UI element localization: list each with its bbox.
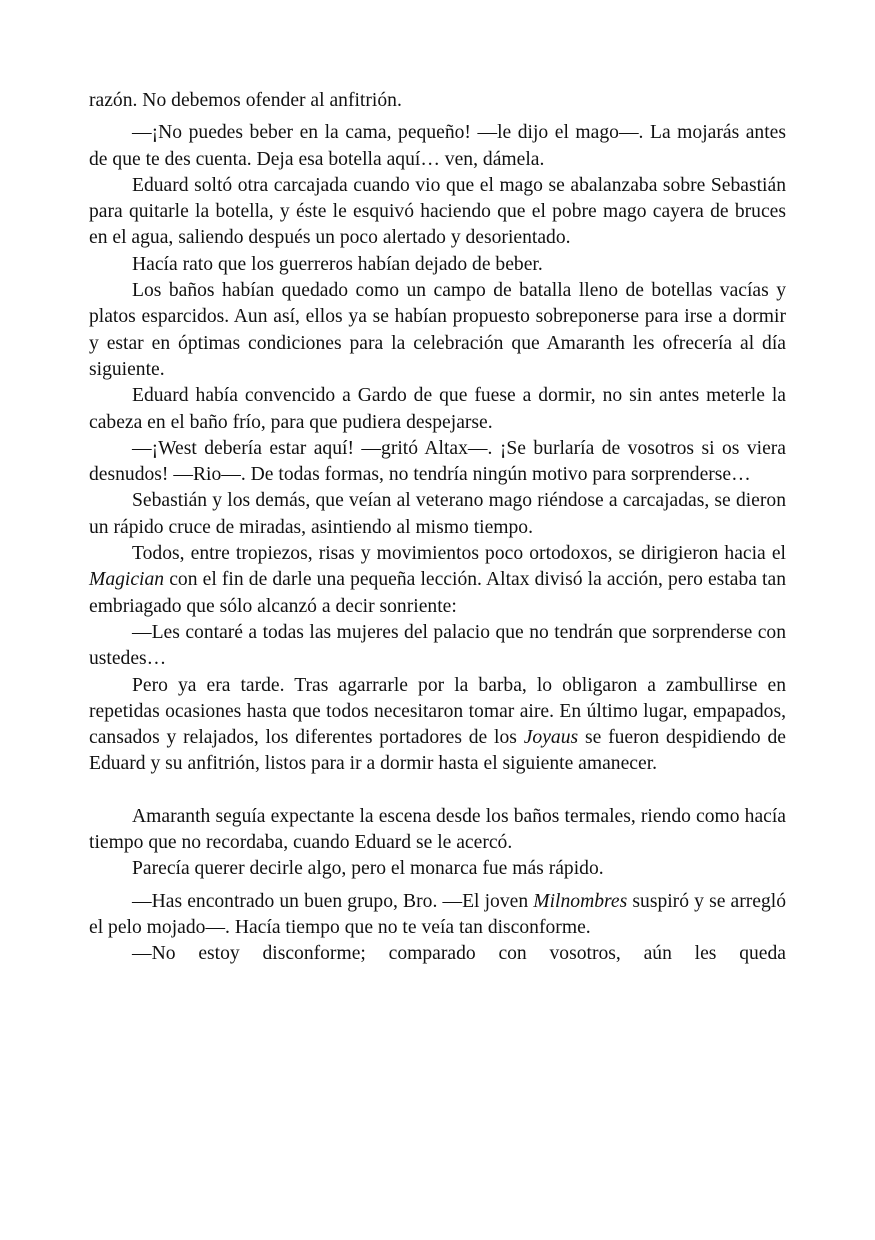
paragraph: [89, 173, 786, 252]
text-run: Todos, entre tropiezos, risas y movimientos poco ortodoxos, se dirigieron hacia el: [132, 543, 786, 565]
paragraph: [89, 804, 786, 857]
paragraph: [89, 120, 786, 173]
italic-term: Magician: [89, 569, 165, 591]
paragraph: [89, 88, 786, 114]
paragraph: [89, 541, 786, 620]
paragraph: [89, 941, 786, 967]
text-run: Parecía querer decirle algo, pero el monarca fue más rápido.: [132, 858, 604, 880]
italic-term: Milnombres: [533, 890, 628, 912]
text-run: —Has encontrado un buen grupo, Bro. —El joven: [132, 890, 534, 912]
paragraph: [89, 278, 786, 383]
book-page: [89, 88, 786, 968]
text-run: —¡West debería estar aquí! —gritó Altax—. ¡Se burlaría de vosotros si os viera desnudos! —Rio—. De todas formas, no tendría ningún motivo para sorprenderse…: [89, 437, 786, 486]
text-run: Hacía rato que los guerreros habían dejado de beber.: [132, 253, 543, 275]
text-run: Eduard había convencido a Gardo de que fuese a dormir, no sin antes meterle la cabeza en el baño frío, para que pudiera despejarse.: [89, 385, 786, 433]
paragraph: [89, 889, 786, 942]
text-run: —Les contaré a todas las mujeres del palacio que no tendrán que sorprenderse con ustedes…: [89, 621, 786, 670]
text-run: Sebastián y los demás, que veían al veterano mago riéndose a carcajadas, se dieron un rápido cruce de miradas, asintiendo al mismo tiempo.: [89, 490, 786, 538]
text-run: Amaranth seguía expectante la escena desde los baños termales, riendo como hacía tiempo que no recordaba, cuando Eduard se le acercó.: [89, 805, 786, 854]
paragraph: [89, 488, 786, 541]
text-run: —¡No puedes beber en la cama, pequeño! —le dijo el mago—. La mojarás antes de que te des cuenta. Deja esa botella aquí… ven, dámela.: [89, 122, 786, 170]
paragraph: [89, 383, 786, 436]
text-run: suspiró y se arregló el pelo mojado—. Hacía tiempo que no te veía tan disconforme.: [89, 890, 786, 938]
text-run: —No estoy disconforme; comparado con vosotros, aún les queda: [132, 943, 786, 965]
text-run: Eduard soltó otra carcajada cuando vio que el mago se abalanzaba sobre Sebastián para quitarle la botella, y éste le esquivó haciendo que el pobre mago cayera de bruces en el agua, saliendo después un poco alertado y desorientado.: [89, 174, 786, 249]
paragraph: [89, 673, 786, 778]
italic-term: Joyaus: [523, 727, 579, 749]
text-run: razón. No debemos ofender al anfitrión.: [89, 90, 402, 111]
text-run: Los baños habían quedado como un campo de batalla lleno de botellas vacías y platos esparcidos. Aun así, ellos ya se habían propuesto sobreponerse para irse a dormir y estar en óptimas condiciones para la celebración que Amaranth les ofrecería al día siguiente.: [89, 280, 786, 380]
paragraph: [89, 620, 786, 673]
paragraph: [89, 856, 786, 882]
text-run: con el fin de darle una pequeña lección. Altax divisó la acción, pero estaba tan embriagado que sólo alcanzó a decir sonriente:: [89, 569, 786, 617]
text-run: Pero ya era tarde. Tras agarrarle por la barba, lo obligaron a zambullirse en repetidas ocasiones hasta que todos necesitaron tomar aire. En último lugar, empapados, cansados y relajados, los diferentes portadores de los: [89, 674, 786, 749]
paragraph: [89, 436, 786, 489]
paragraph: [89, 252, 786, 278]
text-run: se fueron despidiendo de Eduard y su anfitrión, listos para ir a dormir hasta el siguiente amanecer.: [89, 727, 786, 775]
